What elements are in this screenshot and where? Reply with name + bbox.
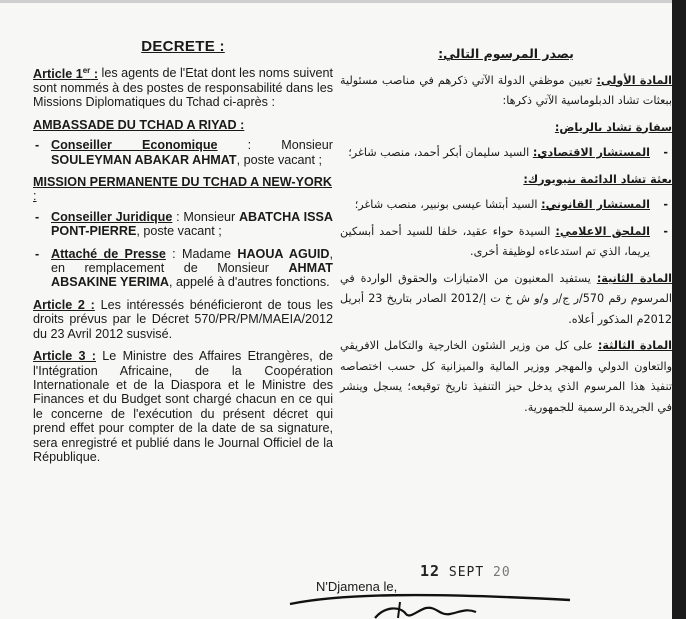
article-1-sup: er — [82, 65, 91, 75]
article-1-label: Article 1 — [33, 66, 83, 81]
amb-pre: : Monsieur — [217, 138, 333, 153]
m2-name: HAOUA AGUID — [237, 246, 330, 261]
article-2-label: Article 2 : — [33, 297, 95, 312]
ar-mission-heading: بعثة تشاد الدائمة بنيويورك: — [523, 172, 672, 186]
m2-name2: AHMAT ABSAKINE YERIMA — [51, 261, 333, 290]
mission-item-1 — [33, 210, 333, 239]
top-border — [0, 0, 686, 3]
m2-pre: : Madame — [165, 246, 238, 261]
bullet-dash: - — [35, 246, 40, 261]
article-2-fr — [33, 298, 333, 341]
m2-post: , appelé à d'autres fonctions. — [169, 275, 330, 290]
signature-icon — [280, 590, 580, 619]
ar-amb-role: المستشار الاقتصادي: — [532, 146, 650, 159]
ar-mission-item-1 — [340, 195, 672, 216]
ar-m1-text: السيد أبتشا عيسى بونبير، منصب شاغر؛ — [354, 198, 542, 211]
article-3-ar — [340, 336, 672, 418]
arabic-column — [340, 44, 672, 424]
bullet-dash: - — [35, 209, 40, 224]
ar-article-2-text: يستفيد المعنيون من الامتيازات والحقوق الواردة في المرسوم رقم 570/ر ج/ر و/و ش خ ت إ/2012 الصادر بتاريخ 23 أبريل 2012م المذكور أعلاه. — [340, 271, 672, 326]
amb-role: Conseiller Economique — [51, 138, 218, 153]
mission-item-2 — [33, 247, 333, 290]
date-month: SEPT — [448, 565, 485, 580]
bullet-dash: - — [663, 224, 668, 238]
ar-m1-role: المستشار القانوني: — [541, 198, 650, 211]
ar-amb-text: السيد سليمان أبكر أحمد، منصب شاغر؛ — [348, 146, 533, 159]
date-day: 12 — [420, 562, 441, 580]
article-3-fr — [33, 349, 333, 464]
m1-pre: : Monsieur — [172, 209, 239, 224]
french-column — [33, 40, 333, 472]
m1-post: , poste vacant ; — [136, 224, 222, 239]
article-2-text: Les intéressés bénéficieront de tous les droits prévus par le Décret 570/PR/PM/MAEIA/2012 du 23 Avril 2012 susvisé. — [33, 297, 333, 341]
ar-m2-text: السيدة حواء عقيد، خلفا للسيد أحمد أبسكين يريما، الذي تم استدعاءه لوظيفة أخرى. — [340, 224, 650, 258]
article-1-ar — [340, 71, 672, 112]
m2-mid: , en remplacement de Monsieur — [51, 246, 333, 276]
mission-heading-suffix: : — [33, 189, 37, 204]
m2-role: Attaché de Presse — [51, 246, 166, 261]
ar-ambassade-heading: سفارة تشاد بالرياض: — [554, 120, 672, 134]
article-1-text: les agents de l'Etat dont les noms suivent sont nommés à des postes de responsabilité dans les Missions Diplomatiques du Tchad ci-après : — [33, 66, 334, 110]
place-line: N'Djamena le, — [316, 579, 398, 594]
french-title: DECRETE : — [141, 38, 225, 55]
bullet-dash: - — [663, 198, 668, 211]
ar-m2-role: الملحق الاعلامي: — [555, 224, 650, 238]
article-3-label: Article 3 : — [33, 349, 96, 364]
mission-heading-text: MISSION PERMANENTE DU TCHAD A NEW-YORK — [33, 175, 332, 190]
ar-article-3-label: المادة الثالثة: — [597, 339, 673, 352]
date-year: 20 — [493, 565, 511, 580]
article-1-colon: : — [90, 66, 99, 81]
date-stamp — [420, 562, 511, 580]
scan-edge — [672, 0, 686, 619]
amb-post: , poste vacant ; — [236, 152, 323, 167]
arabic-title: يصدر المرسوم التالي: — [438, 46, 574, 61]
ambassade-item — [33, 138, 333, 167]
m1-name: ABATCHA ISSA PONT-PIERRE — [51, 209, 333, 239]
ar-article-2-label: المادة الثانية: — [596, 271, 672, 285]
article-1-fr — [33, 63, 333, 109]
article-3-text: Le Ministre des Affaires Etrangères, de l'Intégration Africaine, de la Coopération Internationale et de la Diaspora et le Ministre des Finances et du Budget sont chargé chacun en ce qui le concerne de l'exécution du présent décret qui prend effet pour compter de la date de sa signature, sera enregistré et publié dans le Journal Officiel de la République. — [33, 349, 333, 464]
bullet-dash: - — [35, 138, 40, 153]
ar-mission-item-2 — [340, 222, 672, 263]
mission-heading — [33, 175, 333, 204]
ar-article-1-label: المادة الأولى: — [596, 73, 672, 87]
article-2-ar — [340, 269, 672, 331]
m1-role: Conseiller Juridique — [51, 209, 173, 224]
ar-article-1-text: تعيين موظفي الدولة الآتي ذكرهم في مناصب مسئولية ببعثات تشاد الدبلوماسية الآتي ذكرها: — [340, 73, 672, 107]
ar-article-3-text: على كل من وزير الشئون الخارجية والتكامل الافريقي والتعاون الدولي والمهجر ووزير المالية والميزانية كل حسب اختصاصه تنفيذ هذا المرسوم الذي يدخل حيز التنفيذ تاريخ توقيعه؛ يسجل وينشر في الجريدة الرسمية للجمهورية. — [340, 339, 672, 414]
ambassade-heading: AMBASSADE DU TCHAD A RIYAD : — [33, 117, 245, 132]
ar-ambassade-item — [340, 143, 672, 164]
bullet-dash: - — [663, 146, 668, 159]
amb-name: SOULEYMAN ABAKAR AHMAT — [51, 152, 237, 167]
